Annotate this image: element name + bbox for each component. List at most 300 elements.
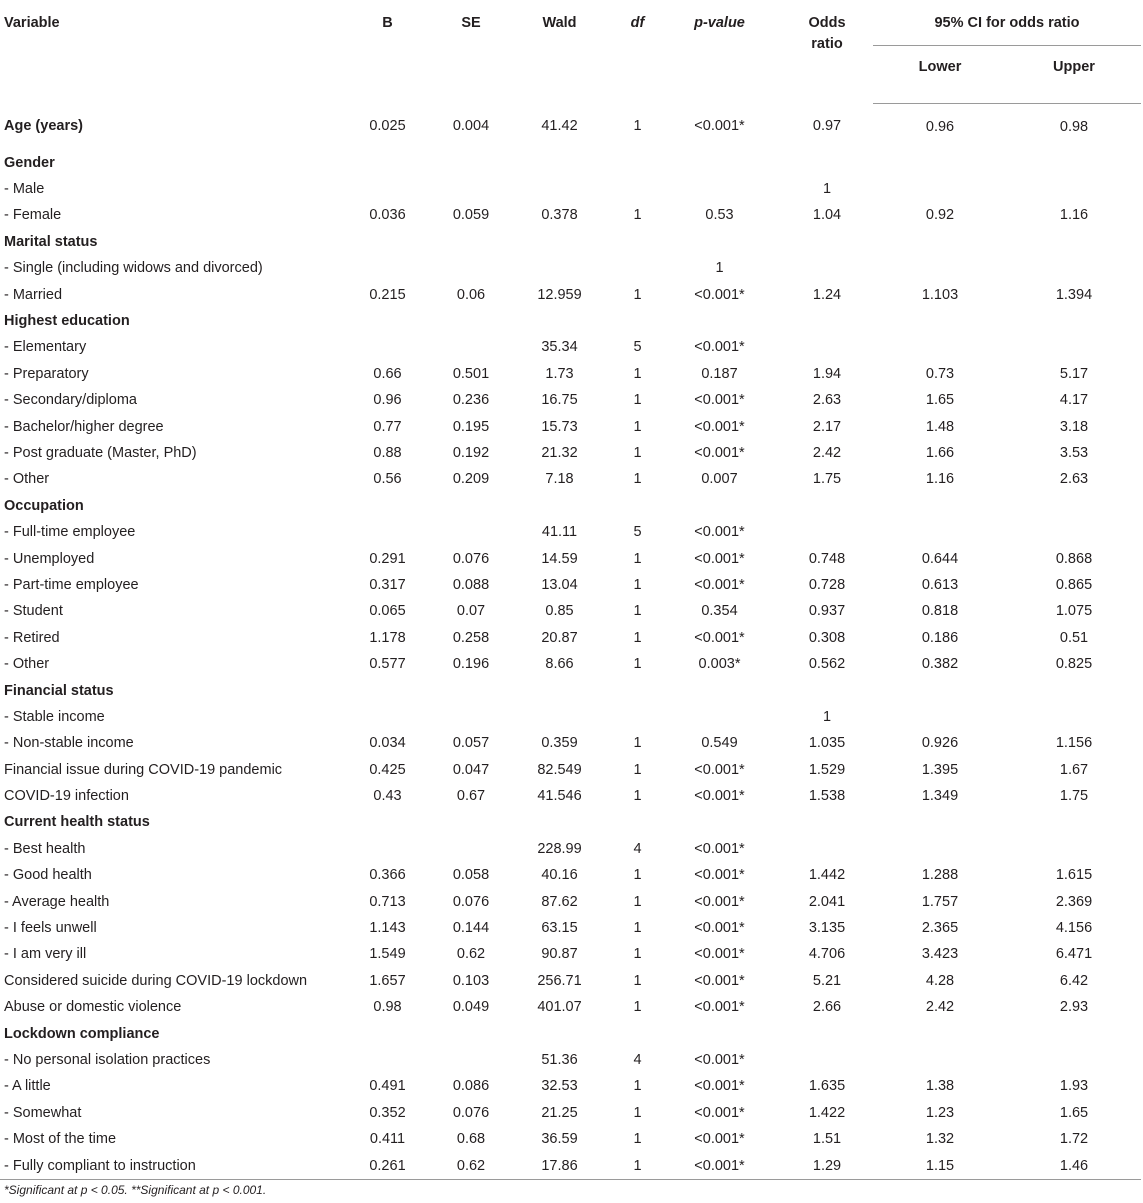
cell-ci-upper: 2.369 [1055, 893, 1093, 910]
cell-variable: Occupation [4, 497, 84, 514]
table-row [0, 862, 1141, 888]
cell-p-value: <0.001* [694, 444, 745, 461]
cell-ci-upper: 1.67 [1059, 761, 1089, 778]
cell-se: 0.06 [456, 286, 486, 303]
header-df: df [630, 15, 645, 31]
cell-wald: 21.25 [541, 1104, 578, 1121]
cell-odds-ratio: 1.635 [808, 1078, 846, 1095]
cell-p-value: <0.001* [694, 893, 745, 910]
cell-ci-upper [1007, 308, 1141, 334]
cell-df: 1 [633, 603, 642, 620]
cell-ci-upper: 3.18 [1059, 418, 1089, 435]
cell-df: 1 [633, 1104, 642, 1121]
cell-odds-ratio: 2.041 [808, 893, 846, 910]
cell-p-value [658, 150, 781, 176]
cell-df [617, 677, 658, 703]
cell-variable: - Good health [4, 867, 92, 884]
cell-wald [502, 677, 617, 703]
table-header [0, 0, 1141, 103]
cell-variable: - Most of the time [4, 1131, 117, 1148]
table-row [0, 730, 1141, 756]
cell-df: 4 [633, 840, 642, 857]
cell-se [440, 255, 502, 281]
cell-ci-lower: 0.818 [921, 603, 959, 620]
table-group-row [0, 150, 1141, 176]
cell-variable: - Stable income [4, 708, 105, 725]
cell-ci-lower: 0.613 [921, 576, 959, 593]
cell-df: 1 [633, 576, 642, 593]
cell-b [335, 255, 440, 281]
cell-ci-lower: 1.757 [921, 893, 959, 910]
table-row [0, 915, 1141, 941]
cell-b: 0.317 [369, 576, 406, 593]
cell-se: 0.076 [452, 550, 490, 567]
cell-b [335, 493, 440, 519]
cell-wald [502, 150, 617, 176]
cell-odds-ratio: 1.442 [808, 867, 846, 884]
cell-odds-ratio [781, 150, 873, 176]
cell-b: 0.261 [335, 1152, 440, 1179]
cell-odds-ratio: 0.728 [808, 576, 846, 593]
table-footnote: *Significant at p < 0.05. **Significant at p < 0.001. [4, 1183, 267, 1197]
cell-odds-ratio: 0.748 [808, 550, 846, 567]
cell-b: 0.034 [369, 735, 406, 752]
cell-odds-ratio: 5.21 [812, 972, 842, 989]
cell-ci-upper [1007, 809, 1141, 835]
cell-se: 0.258 [452, 629, 490, 646]
cell-ci-lower: 0.382 [921, 656, 959, 673]
cell-b [335, 1047, 440, 1073]
cell-variable: - Other [4, 656, 50, 673]
cell-variable: - Student [4, 603, 63, 620]
cell-p-value: <0.001* [694, 339, 745, 356]
cell-ci-upper: 4.156 [1055, 920, 1093, 937]
cell-ci-upper: 0.865 [1055, 576, 1093, 593]
cell-variable: Gender [4, 154, 55, 171]
cell-variable: - Preparatory [4, 365, 89, 382]
cell-variable: Highest education [4, 313, 130, 330]
cell-ci-upper: 0.98 [1059, 118, 1089, 135]
table-row [0, 888, 1141, 914]
cell-se [440, 150, 502, 176]
cell-wald: 63.15 [541, 920, 578, 937]
cell-se: 0.192 [452, 444, 490, 461]
cell-ci-upper [1007, 1047, 1141, 1073]
cell-ci-lower: 1.349 [921, 788, 959, 805]
cell-wald [502, 176, 617, 202]
cell-se [440, 176, 502, 202]
cell-se: 0.196 [452, 656, 490, 673]
cell-wald: 12.959 [537, 286, 582, 303]
cell-odds-ratio: 1.538 [808, 788, 846, 805]
cell-odds-ratio: 1.24 [812, 286, 842, 303]
cell-p-value: 0.007 [701, 471, 738, 488]
cell-variable: Marital status [4, 233, 98, 250]
cell-wald: 0.378 [541, 207, 578, 224]
table-group-row [0, 103, 1141, 150]
cell-df: 1 [633, 656, 642, 673]
cell-se: 0.236 [452, 392, 490, 409]
cell-b [335, 229, 440, 255]
cell-ci-upper: 1.075 [1055, 603, 1093, 620]
cell-b: 0.065 [369, 603, 406, 620]
cell-wald: 32.53 [541, 1078, 578, 1095]
cell-se: 0.103 [452, 972, 490, 989]
cell-ci-lower: 0.96 [925, 118, 955, 135]
table-row [0, 255, 1141, 281]
cell-ci-upper: 2.63 [1059, 471, 1089, 488]
cell-se: 0.076 [452, 893, 490, 910]
cell-wald [502, 308, 617, 334]
cell-b: 0.215 [369, 286, 406, 303]
cell-p-value: <0.001* [694, 761, 745, 778]
cell-df: 1 [633, 444, 642, 461]
cell-wald [502, 809, 617, 835]
cell-ci-upper [1007, 176, 1141, 202]
cell-df [617, 1020, 658, 1046]
cell-ci-upper: 6.42 [1059, 972, 1089, 989]
cell-odds-ratio [781, 1047, 873, 1073]
cell-p-value [658, 176, 781, 202]
cell-variable: Financial issue during COVID-19 pandemic [4, 761, 283, 778]
cell-variable: - Fully compliant to instruction [0, 1152, 335, 1179]
cell-p-value [658, 704, 781, 730]
cell-b: 0.96 [373, 392, 402, 409]
cell-p-value: <0.001* [694, 840, 745, 857]
cell-b: 1.657 [369, 972, 406, 989]
cell-ci-lower: 1.48 [925, 418, 955, 435]
cell-ci-lower: 1.16 [925, 471, 955, 488]
cell-wald: 8.66 [545, 656, 574, 673]
cell-p-value: <0.001* [694, 999, 745, 1016]
cell-se: 0.058 [452, 867, 490, 884]
cell-variable: - I feels unwell [4, 920, 97, 937]
cell-variable: COVID-19 infection [4, 788, 129, 805]
cell-b: 0.66 [373, 365, 402, 382]
cell-p-value: <0.001* [694, 550, 745, 567]
cell-ci-lower: 1.23 [925, 1104, 955, 1121]
cell-ci-lower: 1.15 [873, 1152, 1007, 1179]
cell-wald: 256.71 [537, 972, 582, 989]
cell-p-value: <0.001* [694, 118, 745, 135]
cell-ci-upper: 1.394 [1055, 286, 1093, 303]
cell-se [440, 519, 502, 545]
table-row [0, 1073, 1141, 1099]
cell-p-value: <0.001* [694, 629, 745, 646]
cell-se: 0.67 [456, 788, 486, 805]
cell-wald: 7.18 [545, 471, 574, 488]
cell-p-value: 0.53 [705, 207, 734, 224]
table-row [0, 783, 1141, 809]
table-row [0, 836, 1141, 862]
cell-b: 0.98 [373, 999, 402, 1016]
cell-df: 1 [633, 893, 642, 910]
header-odds-ratio [781, 0, 873, 103]
cell-variable: Considered suicide during COVID-19 lockdown [4, 972, 308, 989]
cell-ci-lower [873, 176, 1007, 202]
cell-ci-upper: 1.156 [1055, 735, 1093, 752]
cell-df: 1 [633, 761, 642, 778]
cell-odds-ratio: 1.51 [812, 1131, 842, 1148]
cell-b: 0.491 [369, 1078, 406, 1095]
cell-p-value: <0.001* [694, 920, 745, 937]
cell-ci-upper [1007, 229, 1141, 255]
cell-df [617, 308, 658, 334]
cell-ci-upper [1007, 677, 1141, 703]
cell-df: 1 [633, 946, 642, 963]
cell-wald: 16.75 [541, 392, 578, 409]
cell-odds-ratio [781, 255, 873, 281]
cell-se: 0.088 [452, 576, 490, 593]
cell-b: 1.549 [369, 946, 406, 963]
cell-variable: - Best health [4, 840, 86, 857]
cell-se [440, 334, 502, 360]
cell-wald: 401.07 [537, 999, 582, 1016]
cell-variable: - Elementary [4, 339, 87, 356]
cell-ci-upper: 1.75 [1059, 788, 1089, 805]
cell-ci-lower [873, 229, 1007, 255]
cell-wald: 82.549 [537, 761, 582, 778]
header-ci: 95% CI for odds ratio [873, 0, 1141, 45]
cell-b [335, 334, 440, 360]
cell-b: 0.036 [369, 207, 406, 224]
cell-ci-lower [873, 704, 1007, 730]
cell-ci-lower [873, 519, 1007, 545]
cell-se [440, 809, 502, 835]
table-group-row [0, 308, 1141, 334]
cell-wald: 15.73 [541, 418, 578, 435]
header-lower: Lower [873, 45, 1007, 103]
cell-se: 0.049 [452, 999, 490, 1016]
table-row [0, 572, 1141, 598]
table-body [0, 103, 1141, 1179]
cell-p-value: <0.001* [694, 392, 745, 409]
cell-wald: 51.36 [541, 1051, 578, 1068]
cell-b: 0.025 [369, 118, 406, 135]
cell-ci-lower: 0.92 [925, 207, 955, 224]
cell-p-value: <0.001* [694, 1078, 745, 1095]
cell-df: 1 [633, 735, 642, 752]
cell-se: 0.195 [452, 418, 490, 435]
cell-odds-ratio: 2.63 [812, 392, 842, 409]
cell-ci-upper: 1.65 [1059, 1104, 1089, 1121]
cell-b: 0.411 [369, 1131, 406, 1148]
cell-odds-ratio: 1 [822, 181, 832, 198]
cell-df: 1 [617, 1152, 658, 1179]
cell-df: 1 [633, 207, 642, 224]
cell-ci-lower: 4.28 [925, 972, 955, 989]
cell-ci-lower: 1.395 [921, 761, 959, 778]
header-upper: Upper [1007, 45, 1141, 103]
table-row [0, 176, 1141, 202]
cell-df: 1 [633, 1131, 642, 1148]
header-p-value: p-value [694, 15, 745, 31]
cell-variable: - Retired [4, 629, 60, 646]
cell-df: 1 [633, 999, 642, 1016]
cell-b [335, 150, 440, 176]
cell-ci-lower: 1.103 [921, 286, 959, 303]
table-row [0, 334, 1141, 360]
cell-p-value: <0.001* [694, 867, 745, 884]
cell-p-value: <0.001* [694, 1131, 745, 1148]
cell-ci-lower [873, 308, 1007, 334]
cell-variable: Lockdown compliance [4, 1025, 160, 1042]
table-row [0, 651, 1141, 677]
cell-b [335, 809, 440, 835]
cell-ci-lower [873, 150, 1007, 176]
cell-df: 5 [633, 339, 642, 356]
table-row [0, 281, 1141, 307]
cell-ci-upper: 0.868 [1055, 550, 1093, 567]
cell-ci-lower: 3.423 [921, 946, 959, 963]
cell-df [617, 704, 658, 730]
cell-variable: Financial status [4, 682, 114, 699]
cell-variable: - Other [4, 471, 50, 488]
cell-ci-upper: 0.825 [1055, 656, 1093, 673]
header-odds-ratio-line2: ratio [811, 36, 843, 52]
cell-df [617, 493, 658, 519]
cell-variable: - Non-stable income [4, 735, 134, 752]
header-se: SE [461, 15, 481, 31]
cell-p-value: <0.001* [694, 788, 745, 805]
table-row [0, 941, 1141, 967]
cell-ci-upper [1007, 493, 1141, 519]
cell-se [440, 308, 502, 334]
cell-df: 1 [633, 629, 642, 646]
cell-se: 0.501 [452, 365, 490, 382]
cell-wald [502, 704, 617, 730]
cell-df: 1 [633, 118, 642, 135]
cell-b [335, 519, 440, 545]
table-row [0, 202, 1141, 228]
cell-wald: 0.85 [545, 603, 574, 620]
cell-odds-ratio: 2.17 [812, 418, 842, 435]
cell-wald: 36.59 [541, 1131, 578, 1148]
cell-df: 1 [633, 418, 642, 435]
cell-wald: 41.42 [541, 118, 578, 135]
cell-variable: - Single (including widows and divorced) [4, 260, 263, 277]
cell-wald: 41.11 [541, 524, 578, 541]
cell-ci-lower [873, 1020, 1007, 1046]
cell-ci-lower: 0.73 [925, 365, 955, 382]
table-row [0, 625, 1141, 651]
cell-odds-ratio: 0.562 [808, 656, 846, 673]
cell-ci-lower: 0.926 [921, 735, 959, 752]
cell-odds-ratio: 1.29 [781, 1152, 873, 1179]
cell-p-value: 1 [715, 260, 724, 277]
cell-p-value: <0.001* [694, 972, 745, 989]
cell-se: 0.057 [452, 735, 490, 752]
cell-b [335, 308, 440, 334]
cell-odds-ratio: 1 [822, 708, 832, 725]
cell-p-value [658, 1020, 781, 1046]
cell-variable: - Post graduate (Master, PhD) [4, 444, 197, 461]
table-row [0, 1152, 1141, 1179]
cell-odds-ratio [781, 229, 873, 255]
cell-variable: - No personal isolation practices [4, 1051, 211, 1068]
cell-ci-upper: 1.93 [1059, 1078, 1089, 1095]
header-wald: Wald [542, 15, 577, 31]
cell-se [440, 704, 502, 730]
cell-b: 1.178 [369, 629, 406, 646]
table-row [0, 545, 1141, 571]
cell-odds-ratio [781, 519, 873, 545]
cell-df [617, 255, 658, 281]
cell-b [335, 677, 440, 703]
cell-b: 0.56 [373, 471, 402, 488]
cell-p-value: <0.001* [658, 1152, 781, 1179]
cell-ci-upper: 1.16 [1059, 207, 1089, 224]
cell-wald [502, 229, 617, 255]
cell-wald: 90.87 [541, 946, 578, 963]
table-row [0, 413, 1141, 439]
cell-df: 1 [633, 920, 642, 937]
cell-wald: 35.34 [541, 339, 578, 356]
table-row [0, 994, 1141, 1020]
cell-ci-upper: 6.471 [1055, 946, 1093, 963]
cell-p-value: 0.354 [701, 603, 738, 620]
cell-odds-ratio: 4.706 [808, 946, 846, 963]
cell-variable: - Female [4, 207, 62, 224]
cell-se: 0.62 [456, 946, 486, 963]
cell-p-value [658, 809, 781, 835]
cell-ci-lower: 1.38 [925, 1078, 955, 1095]
cell-ci-lower [873, 809, 1007, 835]
cell-b: 1.143 [369, 920, 406, 937]
cell-ci-lower [873, 1047, 1007, 1073]
cell-ci-upper [1007, 836, 1141, 862]
cell-b [335, 1020, 440, 1046]
cell-ci-lower: 2.365 [921, 920, 959, 937]
cell-df: 5 [633, 524, 642, 541]
cell-p-value: <0.001* [694, 946, 745, 963]
cell-df: 1 [633, 392, 642, 409]
cell-odds-ratio: 0.97 [812, 118, 842, 135]
cell-wald: 20.87 [541, 629, 578, 646]
cell-ci-lower: 1.288 [921, 867, 959, 884]
cell-df: 1 [633, 972, 642, 989]
cell-p-value: <0.001* [694, 418, 745, 435]
cell-wald: 228.99 [537, 840, 582, 857]
cell-variable: - Somewhat [4, 1104, 82, 1121]
table-row [0, 466, 1141, 492]
cell-ci-lower [873, 334, 1007, 360]
cell-se: 0.144 [452, 920, 490, 937]
table-group-row [0, 677, 1141, 703]
cell-odds-ratio: 2.42 [812, 444, 842, 461]
cell-ci-lower: 1.65 [925, 392, 955, 409]
cell-p-value: <0.001* [694, 524, 745, 541]
cell-ci-upper: 1.46 [1007, 1152, 1141, 1179]
cell-df: 1 [633, 788, 642, 805]
cell-ci-upper: 1.72 [1059, 1131, 1089, 1148]
cell-odds-ratio: 2.66 [812, 999, 842, 1016]
cell-se: 0.047 [452, 761, 490, 778]
cell-p-value: 0.187 [701, 365, 738, 382]
cell-ci-upper: 2.93 [1059, 999, 1089, 1016]
cell-odds-ratio: 0.308 [808, 629, 846, 646]
cell-p-value [658, 493, 781, 519]
cell-wald: 17.86 [502, 1152, 617, 1179]
cell-wald [502, 493, 617, 519]
cell-wald: 1.73 [545, 365, 574, 382]
cell-p-value: 0.549 [701, 735, 738, 752]
cell-se: 0.07 [456, 603, 486, 620]
table-group-row [0, 229, 1141, 255]
cell-variable: Abuse or domestic violence [4, 999, 182, 1016]
cell-b: 0.577 [369, 656, 406, 673]
cell-wald [502, 1020, 617, 1046]
